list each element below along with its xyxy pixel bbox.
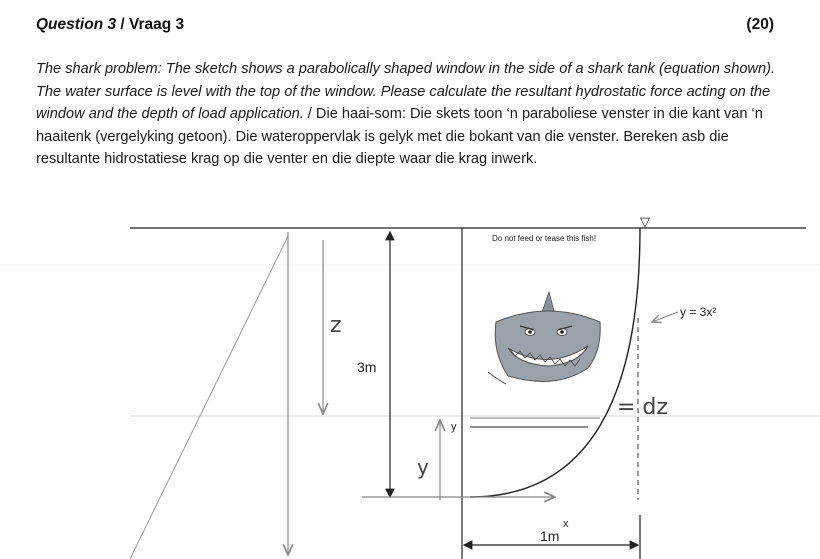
dz-hand-label: = dz	[617, 395, 668, 420]
height-label: 3m	[357, 359, 377, 375]
question-title-separator: /	[116, 16, 130, 33]
shark-illustration	[488, 292, 600, 384]
question-marks: (20)	[746, 16, 774, 33]
y-hand-label: y	[417, 455, 429, 479]
water-surface-symbol: ▽	[640, 214, 650, 229]
equation-pointer-arrow	[652, 312, 678, 322]
y-axis-label: y	[451, 421, 457, 433]
z-hand-label: z	[330, 313, 342, 338]
question-text-af: Die haai-som: Die skets toon ‘n paraboliese venster in die kant van ‘n haaitenk (vergelyking getoon). Die wateroppervlak is gelyk met die bokant van die venster. Bereken asb die resultante hidrostatiese krag op die venter en die diepte waar die krag inwerk.	[36, 106, 763, 168]
question-title-en: Question 3	[36, 16, 117, 33]
question-text-separator: /	[303, 106, 316, 123]
sign-text: Do not feed or tease this fish!	[492, 234, 597, 243]
question-title-af: Vraag 3	[129, 16, 185, 33]
width-label: 1m	[540, 528, 560, 544]
equation-label: y = 3x²	[680, 305, 717, 319]
question-text-en: The shark problem: The sketch shows a parabolically shaped window in the side of a shark tank (equation shown). The water surface is level with the top of the window. Please calculate the resultant hydrostatic force acting on the window and the depth of load application.	[36, 61, 776, 123]
x-axis-label: x	[563, 518, 569, 530]
sloped-wall-line	[130, 236, 288, 559]
